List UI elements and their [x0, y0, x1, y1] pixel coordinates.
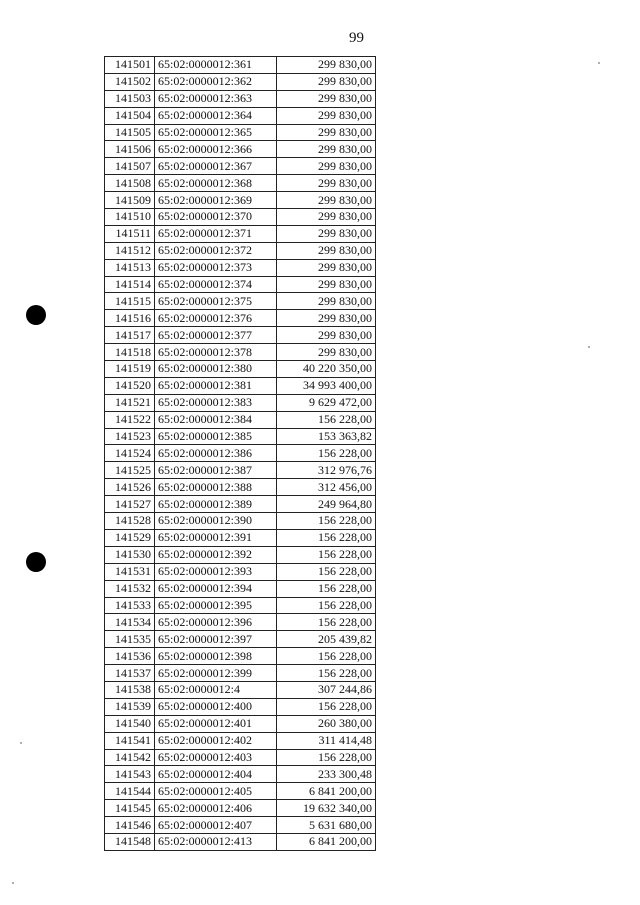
cadastral-value-cell: 156 228,00: [277, 698, 376, 715]
table-row: [105, 698, 376, 715]
cadastral-number-cell: 65:02:0000012:395: [155, 597, 277, 614]
cadastral-value-cell: 233 300,48: [277, 766, 376, 783]
table-row: [105, 225, 376, 242]
cadastral-number-cell: 65:02:0000012:404: [155, 766, 277, 783]
table-row: [105, 344, 376, 361]
row-id-cell: 141510: [105, 209, 155, 226]
cadastral-value-cell: 156 228,00: [277, 563, 376, 580]
row-id-cell: 141515: [105, 293, 155, 310]
table-row: [105, 310, 376, 327]
cadastral-value-cell: 156 228,00: [277, 546, 376, 563]
row-id-cell: 141546: [105, 817, 155, 834]
cadastral-number-cell: 65:02:0000012:4: [155, 681, 277, 698]
cadastral-number-cell: 65:02:0000012:396: [155, 614, 277, 631]
table-row: [105, 141, 376, 158]
cadastral-value-cell: 156 228,00: [277, 614, 376, 631]
table-row: [105, 175, 376, 192]
punch-hole: [26, 305, 46, 325]
cadastral-value-cell: 299 830,00: [277, 90, 376, 107]
cadastral-value-cell: 5 631 680,00: [277, 817, 376, 834]
cadastral-value-cell: 299 830,00: [277, 175, 376, 192]
cadastral-number-cell: 65:02:0000012:394: [155, 580, 277, 597]
cadastral-number-cell: 65:02:0000012:375: [155, 293, 277, 310]
cadastral-number-cell: 65:02:0000012:386: [155, 445, 277, 462]
cadastral-value-cell: 307 244,86: [277, 681, 376, 698]
table-row: [105, 124, 376, 141]
cadastral-value-cell: 156 228,00: [277, 648, 376, 665]
table-row: [105, 73, 376, 90]
row-id-cell: 141506: [105, 141, 155, 158]
cadastral-value-cell: 311 414,48: [277, 732, 376, 749]
cadastral-value-cell: 6 841 200,00: [277, 783, 376, 800]
row-id-cell: 141519: [105, 361, 155, 378]
cadastral-value-cell: 156 228,00: [277, 411, 376, 428]
row-id-cell: 141526: [105, 479, 155, 496]
table-row: [105, 192, 376, 209]
cadastral-value-cell: 19 632 340,00: [277, 800, 376, 817]
cadastral-number-cell: 65:02:0000012:389: [155, 496, 277, 513]
cadastral-number-cell: 65:02:0000012:378: [155, 344, 277, 361]
table-row: [105, 361, 376, 378]
table-row: [105, 715, 376, 732]
row-id-cell: 141530: [105, 546, 155, 563]
punch-hole: [26, 552, 46, 572]
cadastral-value-cell: 299 830,00: [277, 192, 376, 209]
cadastral-number-cell: 65:02:0000012:369: [155, 192, 277, 209]
scan-speck: [12, 882, 14, 884]
cadastral-value-cell: 299 830,00: [277, 209, 376, 226]
cadastral-value-cell: 249 964,80: [277, 496, 376, 513]
cadastral-value-cell: 299 830,00: [277, 259, 376, 276]
table-row: [105, 377, 376, 394]
row-id-cell: 141537: [105, 665, 155, 682]
row-id-cell: 141540: [105, 715, 155, 732]
cadastral-value-table: [104, 56, 376, 851]
cadastral-number-cell: 65:02:0000012:380: [155, 361, 277, 378]
table-row: [105, 107, 376, 124]
cadastral-number-cell: 65:02:0000012:388: [155, 479, 277, 496]
table-row: [105, 817, 376, 834]
cadastral-number-cell: 65:02:0000012:397: [155, 631, 277, 648]
cadastral-number-cell: 65:02:0000012:377: [155, 327, 277, 344]
table-row: [105, 209, 376, 226]
row-id-cell: 141524: [105, 445, 155, 462]
row-id-cell: 141535: [105, 631, 155, 648]
cadastral-value-cell: 156 228,00: [277, 529, 376, 546]
cadastral-number-cell: 65:02:0000012:361: [155, 57, 277, 74]
cadastral-value-cell: 156 228,00: [277, 597, 376, 614]
row-id-cell: 141513: [105, 259, 155, 276]
cadastral-number-cell: 65:02:0000012:399: [155, 665, 277, 682]
cadastral-number-cell: 65:02:0000012:402: [155, 732, 277, 749]
cadastral-number-cell: 65:02:0000012:392: [155, 546, 277, 563]
table-row: [105, 496, 376, 513]
cadastral-value-cell: 156 228,00: [277, 513, 376, 530]
table-row: [105, 394, 376, 411]
cadastral-value-cell: 156 228,00: [277, 580, 376, 597]
cadastral-number-cell: 65:02:0000012:366: [155, 141, 277, 158]
cadastral-number-cell: 65:02:0000012:371: [155, 225, 277, 242]
cadastral-value-cell: 156 228,00: [277, 665, 376, 682]
row-id-cell: 141533: [105, 597, 155, 614]
table-row: [105, 158, 376, 175]
table-body: [105, 57, 376, 851]
row-id-cell: 141539: [105, 698, 155, 715]
cadastral-number-cell: 65:02:0000012:383: [155, 394, 277, 411]
cadastral-number-cell: 65:02:0000012:403: [155, 749, 277, 766]
table-row: [105, 580, 376, 597]
cadastral-number-cell: 65:02:0000012:363: [155, 90, 277, 107]
row-id-cell: 141505: [105, 124, 155, 141]
cadastral-value-cell: 156 228,00: [277, 445, 376, 462]
row-id-cell: 141517: [105, 327, 155, 344]
table-row: [105, 631, 376, 648]
table-row: [105, 732, 376, 749]
table-row: [105, 546, 376, 563]
cadastral-number-cell: 65:02:0000012:405: [155, 783, 277, 800]
table-row: [105, 783, 376, 800]
cadastral-value-cell: 312 456,00: [277, 479, 376, 496]
cadastral-value-cell: 299 830,00: [277, 107, 376, 124]
table-row: [105, 563, 376, 580]
table-row: [105, 614, 376, 631]
cadastral-value-cell: 156 228,00: [277, 749, 376, 766]
row-id-cell: 141523: [105, 428, 155, 445]
row-id-cell: 141525: [105, 462, 155, 479]
table-row: [105, 411, 376, 428]
row-id-cell: 141521: [105, 394, 155, 411]
cadastral-number-cell: 65:02:0000012:374: [155, 276, 277, 293]
table-row: [105, 833, 376, 850]
cadastral-number-cell: 65:02:0000012:398: [155, 648, 277, 665]
cadastral-number-cell: 65:02:0000012:406: [155, 800, 277, 817]
table-row: [105, 242, 376, 259]
row-id-cell: 141518: [105, 344, 155, 361]
cadastral-number-cell: 65:02:0000012:372: [155, 242, 277, 259]
cadastral-value-cell: 9 629 472,00: [277, 394, 376, 411]
table-row: [105, 445, 376, 462]
row-id-cell: 141548: [105, 833, 155, 850]
table-row: [105, 57, 376, 74]
cadastral-number-cell: 65:02:0000012:390: [155, 513, 277, 530]
table-row: [105, 749, 376, 766]
row-id-cell: 141527: [105, 496, 155, 513]
row-id-cell: 141534: [105, 614, 155, 631]
cadastral-number-cell: 65:02:0000012:362: [155, 73, 277, 90]
cadastral-value-cell: 299 830,00: [277, 344, 376, 361]
cadastral-number-cell: 65:02:0000012:401: [155, 715, 277, 732]
row-id-cell: 141501: [105, 57, 155, 74]
row-id-cell: 141538: [105, 681, 155, 698]
row-id-cell: 141531: [105, 563, 155, 580]
table-row: [105, 293, 376, 310]
row-id-cell: 141520: [105, 377, 155, 394]
row-id-cell: 141504: [105, 107, 155, 124]
table-row: [105, 479, 376, 496]
row-id-cell: 141514: [105, 276, 155, 293]
cadastral-number-cell: 65:02:0000012:384: [155, 411, 277, 428]
cadastral-number-cell: 65:02:0000012:393: [155, 563, 277, 580]
scan-speck: [588, 346, 590, 348]
table-row: [105, 462, 376, 479]
row-id-cell: 141502: [105, 73, 155, 90]
table-row: [105, 665, 376, 682]
page-number: 99: [349, 30, 364, 46]
table-row: [105, 800, 376, 817]
row-id-cell: 141508: [105, 175, 155, 192]
cadastral-number-cell: 65:02:0000012:364: [155, 107, 277, 124]
row-id-cell: 141507: [105, 158, 155, 175]
row-id-cell: 141542: [105, 749, 155, 766]
cadastral-value-cell: 299 830,00: [277, 242, 376, 259]
cadastral-value-cell: 299 830,00: [277, 327, 376, 344]
table-row: [105, 513, 376, 530]
table-row: [105, 648, 376, 665]
row-id-cell: 141511: [105, 225, 155, 242]
row-id-cell: 141528: [105, 513, 155, 530]
table-row: [105, 90, 376, 107]
cadastral-value-cell: 34 993 400,00: [277, 377, 376, 394]
table-row: [105, 276, 376, 293]
cadastral-number-cell: 65:02:0000012:385: [155, 428, 277, 445]
scan-speck: [20, 742, 22, 744]
cadastral-value-cell: 299 830,00: [277, 276, 376, 293]
row-id-cell: 141532: [105, 580, 155, 597]
row-id-cell: 141529: [105, 529, 155, 546]
cadastral-number-cell: 65:02:0000012:368: [155, 175, 277, 192]
cadastral-value-cell: 299 830,00: [277, 73, 376, 90]
cadastral-value-cell: 153 363,82: [277, 428, 376, 445]
row-id-cell: 141544: [105, 783, 155, 800]
cadastral-number-cell: 65:02:0000012:381: [155, 377, 277, 394]
row-id-cell: 141543: [105, 766, 155, 783]
table-row: [105, 529, 376, 546]
cadastral-value-cell: 299 830,00: [277, 158, 376, 175]
cadastral-number-cell: 65:02:0000012:407: [155, 817, 277, 834]
row-id-cell: 141545: [105, 800, 155, 817]
cadastral-value-cell: 312 976,76: [277, 462, 376, 479]
cadastral-value-cell: 299 830,00: [277, 310, 376, 327]
cadastral-number-cell: 65:02:0000012:370: [155, 209, 277, 226]
table-row: [105, 681, 376, 698]
cadastral-number-cell: 65:02:0000012:387: [155, 462, 277, 479]
scan-speck: [598, 62, 600, 64]
cadastral-number-cell: 65:02:0000012:367: [155, 158, 277, 175]
table-row: [105, 259, 376, 276]
cadastral-value-cell: 299 830,00: [277, 293, 376, 310]
table-row: [105, 428, 376, 445]
cadastral-number-cell: 65:02:0000012:365: [155, 124, 277, 141]
table-row: [105, 766, 376, 783]
cadastral-value-cell: 299 830,00: [277, 141, 376, 158]
cadastral-value-cell: 6 841 200,00: [277, 833, 376, 850]
cadastral-number-cell: 65:02:0000012:373: [155, 259, 277, 276]
table-row: [105, 327, 376, 344]
cadastral-value-cell: 205 439,82: [277, 631, 376, 648]
row-id-cell: 141541: [105, 732, 155, 749]
row-id-cell: 141516: [105, 310, 155, 327]
table-row: [105, 597, 376, 614]
row-id-cell: 141503: [105, 90, 155, 107]
cadastral-value-cell: 299 830,00: [277, 124, 376, 141]
cadastral-number-cell: 65:02:0000012:413: [155, 833, 277, 850]
cadastral-number-cell: 65:02:0000012:400: [155, 698, 277, 715]
cadastral-number-cell: 65:02:0000012:391: [155, 529, 277, 546]
cadastral-value-cell: 260 380,00: [277, 715, 376, 732]
row-id-cell: 141522: [105, 411, 155, 428]
cadastral-value-cell: 299 830,00: [277, 225, 376, 242]
cadastral-value-cell: 40 220 350,00: [277, 361, 376, 378]
row-id-cell: 141509: [105, 192, 155, 209]
row-id-cell: 141512: [105, 242, 155, 259]
cadastral-number-cell: 65:02:0000012:376: [155, 310, 277, 327]
row-id-cell: 141536: [105, 648, 155, 665]
cadastral-value-cell: 299 830,00: [277, 57, 376, 74]
